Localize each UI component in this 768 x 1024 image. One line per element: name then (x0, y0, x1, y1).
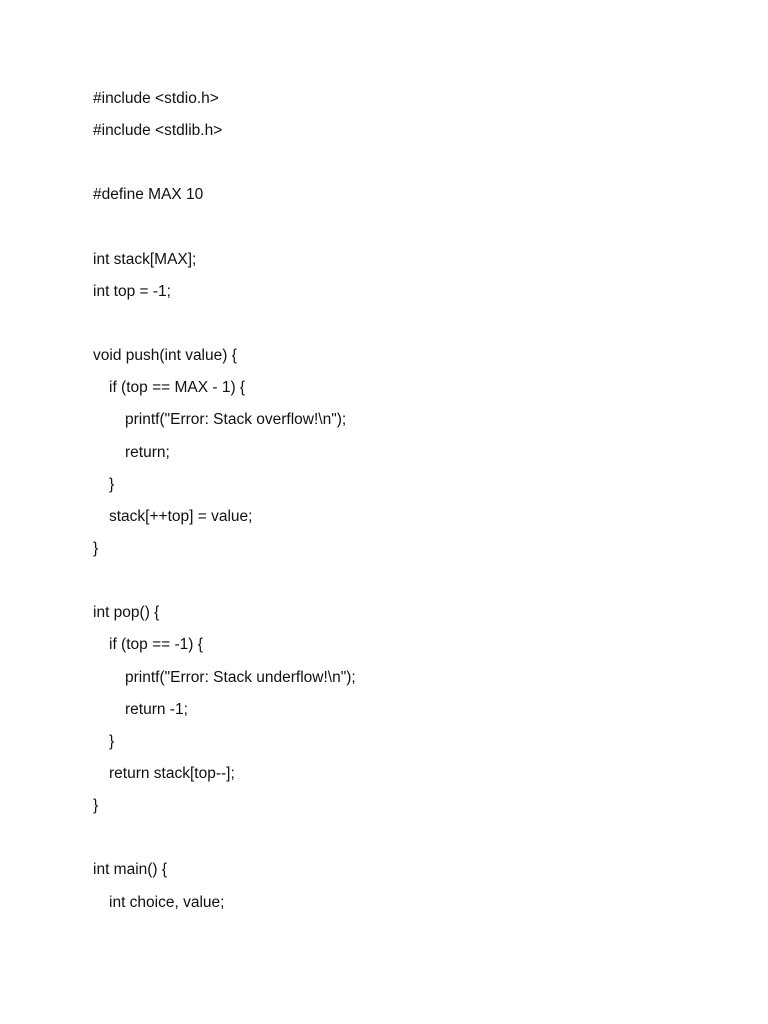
code-line (93, 118, 713, 150)
code-line-text: #include <stdio.h> (93, 90, 219, 107)
code-line-text: } (93, 539, 99, 557)
code-line-text: printf("Error: Stack underflow!\n"); (125, 668, 356, 686)
code-line-text: return; (125, 443, 170, 461)
code-line (93, 536, 713, 568)
code-line-text: if (top == -1) { (109, 636, 203, 654)
code-line (93, 279, 713, 311)
code-line-text: int choice, value; (109, 893, 225, 911)
code-line-text: void push(int value) { (93, 347, 237, 365)
code-line (93, 343, 713, 375)
code-line (93, 697, 713, 729)
code-line (93, 729, 713, 761)
code-line-text: } (109, 732, 115, 750)
code-line (93, 600, 713, 632)
code-line (93, 504, 713, 536)
code-line-text: int stack[MAX]; (93, 250, 197, 268)
code-line (93, 86, 713, 118)
code-line (93, 665, 713, 697)
code-listing (93, 86, 713, 922)
code-line (93, 182, 713, 214)
code-line (93, 890, 713, 922)
code-line-text: #define MAX 10 (93, 186, 204, 204)
code-line-text: int main() { (93, 861, 168, 879)
code-line (93, 632, 713, 664)
code-line (93, 793, 713, 825)
code-line (93, 375, 713, 407)
code-line-text: int top = -1; (93, 282, 171, 300)
code-line-text: return -1; (125, 700, 188, 718)
code-line-text: } (93, 797, 99, 815)
blank-line (93, 311, 713, 343)
code-line-text: return stack[top--]; (109, 764, 235, 782)
code-line-text: printf("Error: Stack overflow!\n"); (125, 411, 347, 429)
code-line (93, 761, 713, 793)
code-line-text: int pop() { (93, 604, 160, 622)
code-line (93, 472, 713, 504)
blank-line (93, 150, 713, 182)
code-line-text: #include <stdlib.h> (93, 122, 223, 140)
code-line-text: if (top == MAX - 1) { (109, 379, 246, 397)
blank-line (93, 825, 713, 857)
code-line (93, 247, 713, 279)
blank-line (93, 215, 713, 247)
blank-line (93, 568, 713, 600)
code-line (93, 407, 713, 439)
code-line-text: } (109, 475, 115, 493)
code-line-text: stack[++top] = value; (109, 507, 253, 525)
code-line (93, 857, 713, 889)
code-line (93, 440, 713, 472)
